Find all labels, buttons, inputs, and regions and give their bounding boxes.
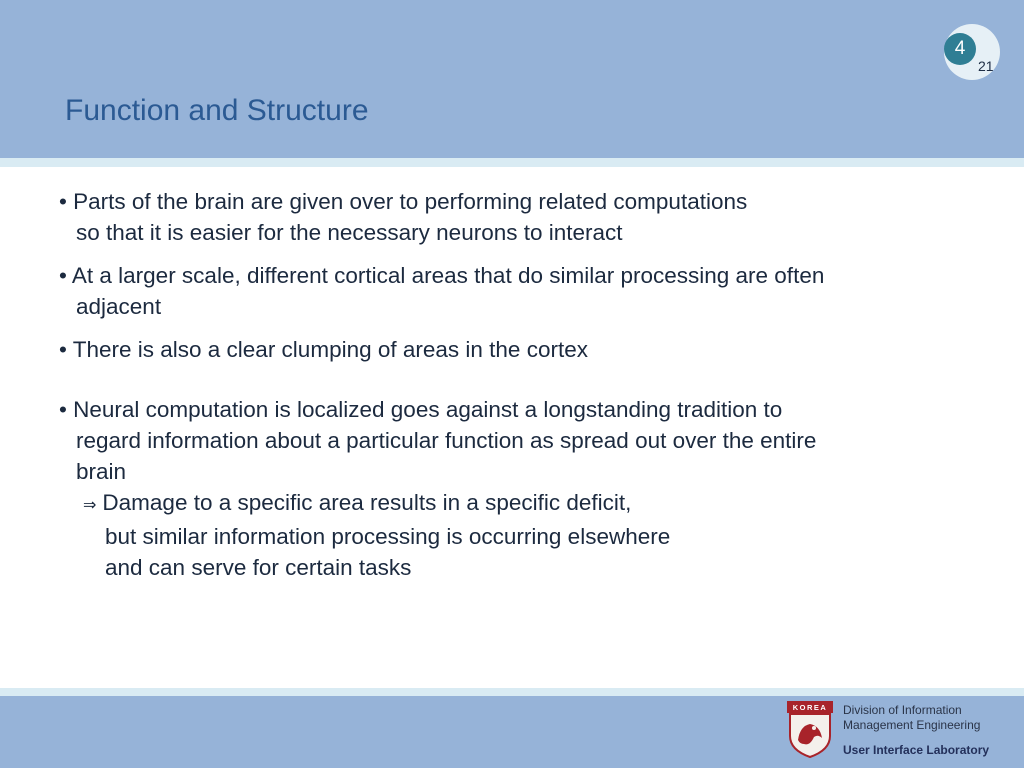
bullet-text: regard information about a particular function as spread out over the entire	[76, 428, 817, 453]
section-number-badge: 4	[944, 33, 976, 65]
bullet-text: so that it is easier for the necessary neurons to interact	[76, 220, 623, 245]
bullet-text: • Parts of the brain are given over to performing related computations	[59, 189, 748, 214]
korea-university-logo	[786, 700, 834, 758]
bullet-text: adjacent	[76, 294, 162, 319]
bullet-item	[59, 394, 979, 583]
header-stripe	[0, 158, 1024, 167]
slide-body	[59, 186, 979, 583]
svg-text:KOREA: KOREA	[792, 703, 828, 712]
sub-bullet-text: and can serve for certain tasks	[105, 555, 412, 580]
sub-bullet-text: but similar information processing is occurring elsewhere	[105, 524, 671, 549]
bullet-item	[59, 186, 979, 248]
page-number: 21	[978, 58, 994, 74]
sub-bullet-text: ⇒ Damage to a specific area results in a specific deficit,	[83, 490, 632, 515]
footer-stripe	[0, 688, 1024, 696]
bullet-item	[59, 334, 979, 365]
department-name: Division of Information Management Engineering	[843, 703, 981, 732]
header-band	[0, 0, 1024, 158]
bullet-text: brain	[76, 459, 127, 484]
lab-name: User Interface Laboratory	[843, 743, 990, 757]
implies-arrow-icon: ⇒	[83, 497, 97, 514]
bullet-text: • At a larger scale, different cortical areas that do similar processing are often	[59, 263, 825, 288]
bullet-text: • There is also a clear clumping of areas in the cortex	[59, 337, 588, 362]
bullet-item	[59, 260, 979, 322]
slide-title: Function and Structure	[65, 94, 369, 127]
bullet-text: • Neural computation is localized goes against a longstanding tradition to	[59, 397, 783, 422]
